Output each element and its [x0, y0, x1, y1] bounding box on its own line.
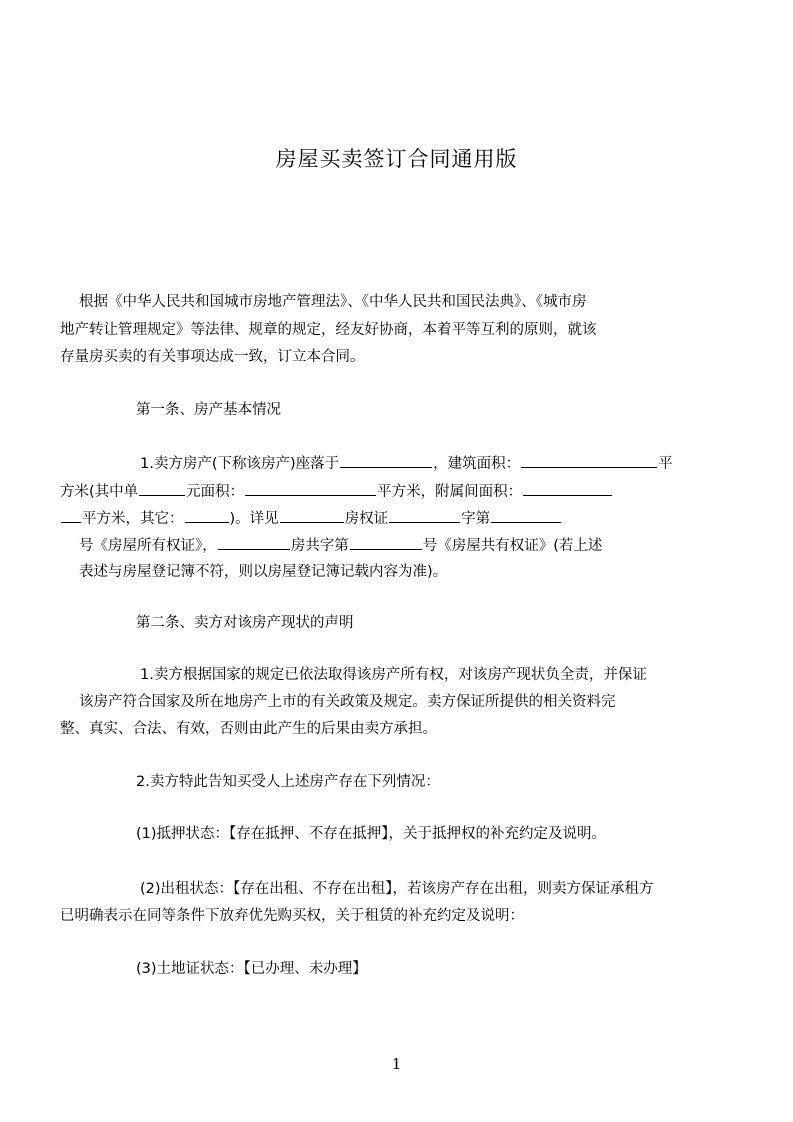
blank-co-owner[interactable] — [218, 535, 290, 550]
article-1-heading: 第一条、房产基本情况 — [136, 402, 281, 418]
article-1-text: 平方米，附属间面积： — [377, 484, 523, 500]
article-2-p1-line-2: 该房产符合国家及所在地房产上市的有关政策及规定。卖方保证所提供的相关资料完 — [79, 694, 616, 710]
article-2-item-2-line-2: 已明确表示在同等条件下放弃优先购买权，关于租赁的补充约定及说明： — [60, 908, 524, 924]
article-1-text: 平方米，其它： — [82, 511, 184, 527]
blank-cert-word[interactable] — [389, 508, 460, 523]
page-number: 1 — [391, 1055, 402, 1073]
article-2-p1-line-3: 整、真实、合法、有效，否则由此产生的后果由卖方承担。 — [60, 721, 437, 737]
article-1-text: )。详见 — [229, 511, 279, 527]
article-1-text: 房共字第 — [290, 538, 349, 554]
intro-line-3: 存量房买卖的有关事项达成一致，订立本合同。 — [60, 349, 365, 365]
intro-line-1: 根据《中华人民共和国城市房地产管理法》、《中华人民共和国民法典》、《城市房 — [79, 294, 587, 310]
blank-other[interactable] — [185, 508, 229, 523]
article-1-text: 号《房屋所有权证》， — [79, 538, 217, 554]
article-1-line-4 — [79, 535, 602, 556]
article-1-line-5: 表述与房屋登记簿不符，则以房屋登记簿记载内容为准)。 — [79, 564, 448, 580]
blank-location[interactable] — [340, 453, 432, 468]
article-1-text: 房权证 — [344, 511, 389, 527]
blank-annex-area-cont[interactable] — [61, 508, 81, 523]
blank-annex-area[interactable] — [523, 481, 612, 496]
article-2-item-3: (3)土地证状态：【已办理、未办理】 — [136, 961, 367, 977]
article-1-line-2 — [60, 481, 613, 502]
article-2-p2: 2.卖方特此告知买受人上述房产存在下列情况： — [136, 774, 440, 790]
blank-co-cert-number[interactable] — [350, 535, 422, 550]
article-1-text: 元面积： — [186, 484, 245, 500]
article-1-text: 1.卖方房产(下称该房产)座落于 — [140, 456, 340, 472]
article-1-text: 字第 — [461, 511, 491, 527]
blank-cert-number[interactable] — [491, 508, 561, 523]
article-1-text: 号《房屋共有权证》(若上述 — [422, 538, 603, 554]
blank-building-area[interactable] — [521, 453, 657, 468]
article-2-heading: 第二条、卖方对该房产现状的声明 — [136, 615, 354, 631]
article-2-item-2-line-1: (2)出租状态：【存在出租、不存在出租】，若该房产存在出租，则卖方保证承租方 — [140, 881, 654, 897]
article-2-p1-line-1: 1.卖方根据国家的规定已依法取得该房产所有权，对该房产现状负全责，并保证 — [140, 667, 647, 683]
article-2-item-1: (1)抵押状态：【存在抵押、不存在抵押】，关于抵押权的补充约定及说明。 — [136, 826, 607, 842]
blank-cert-area[interactable] — [280, 508, 344, 523]
article-1-line-1 — [140, 453, 673, 474]
article-1-line-3 — [60, 508, 562, 529]
blank-unit-area[interactable] — [245, 481, 376, 496]
article-1-text: 平 — [658, 456, 673, 472]
article-1-text: 方米(其中单 — [60, 484, 139, 500]
article-1-text: ，建筑面积： — [433, 456, 521, 472]
intro-line-2: 地产转让管理规定》等法律、规章的规定，经友好协商，本着平等互利的原则，就该 — [60, 322, 597, 338]
document-title: 房屋买卖签订合同通用版 — [275, 147, 518, 171]
blank-unit[interactable] — [139, 481, 185, 496]
